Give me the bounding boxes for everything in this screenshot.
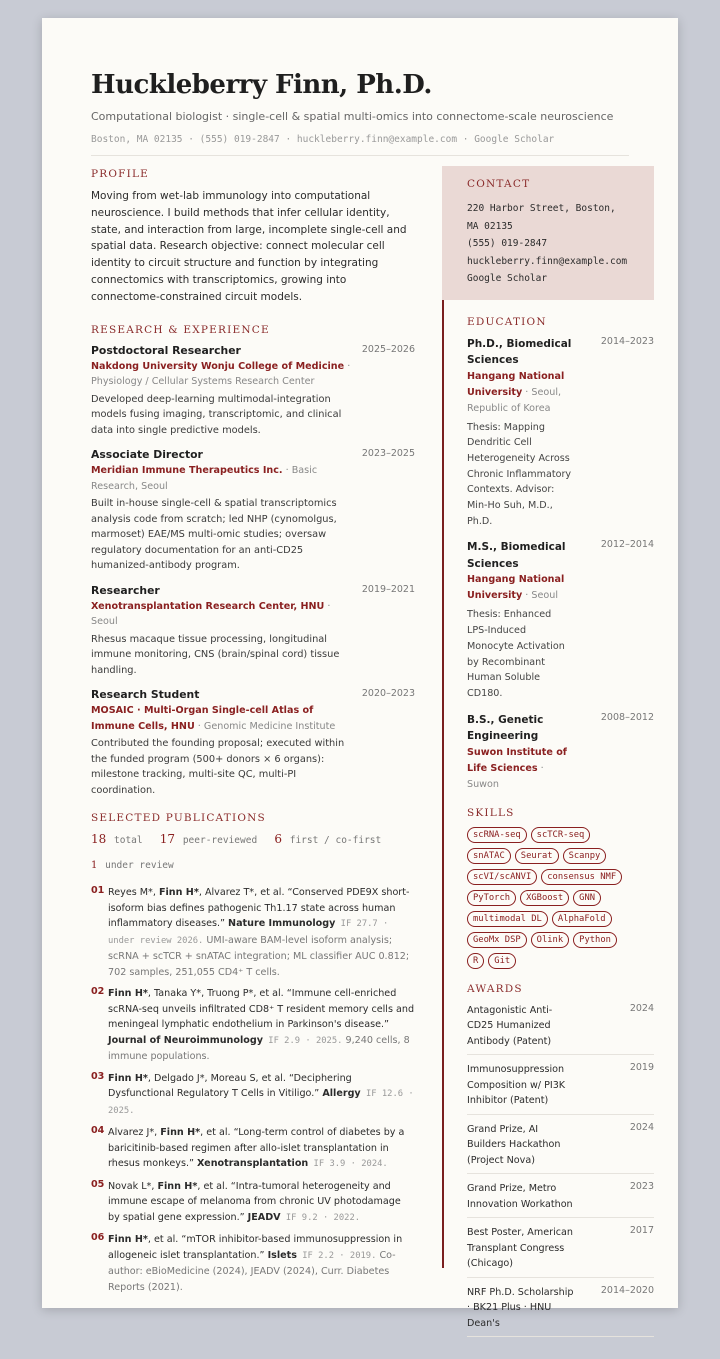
pub-journal: JEADV	[247, 1211, 281, 1223]
experience-heading: RESEARCH & EXPERIENCE	[91, 323, 270, 336]
edu-dates: 2008–2012	[600, 711, 654, 723]
pub-authors-pre: Alvarez J*,	[108, 1127, 161, 1139]
publication-citation	[108, 885, 415, 980]
skills-heading: SKILLS	[467, 806, 515, 819]
tagline: Computational biologist · single-cell & spatial multi-omics into connectome-scale neuroscience	[91, 110, 614, 123]
skill-chip: Python	[573, 932, 617, 948]
publication-citation	[108, 1125, 415, 1173]
stat-review: 1	[91, 860, 98, 872]
publication-number: 06	[91, 1232, 105, 1244]
award-item	[467, 1003, 654, 1056]
award-item	[467, 1278, 654, 1338]
job-entry	[91, 584, 415, 679]
publication-number: 04	[91, 1125, 105, 1137]
skill-chip: Seurat	[515, 848, 559, 864]
pub-self-author: Finn H*	[158, 887, 199, 899]
stat-total-label: total	[114, 835, 143, 847]
publication-citation	[108, 1071, 415, 1120]
award-item	[467, 1055, 654, 1115]
skill-chip: consensus NMF	[541, 869, 622, 885]
edu-thesis: Thesis: Mapping Dendritic Cell Heterogeneity Across Chronic Inflammatory Contexts. Advisor: Min-Ho Suh, M.D., Ph.D.	[467, 421, 572, 527]
award-name: Antagonistic Anti-CD25 Humanized Antibody (Patent)	[467, 1004, 553, 1047]
publication-item	[91, 986, 415, 1065]
job-description: Developed deep-learning multimodal-integration models fusing imaging, transcriptomic, and clinical data into single predictive models.	[91, 393, 342, 436]
edu-school: Hangang National University	[467, 370, 565, 398]
pub-title: , et al. “Long-term control of diabetes by a baricitinib-based regimen after allo-islet transplantation in rhesus monkeys.”	[108, 1127, 405, 1170]
contact-phone: (555) 019-2847	[467, 238, 548, 249]
publication-citation	[108, 1179, 415, 1227]
pub-title: , Delgado J*, Moreau S, et al. “Deciphering Dysfunctional Regulatory T Cells in Vitiligo.”	[108, 1072, 352, 1100]
skill-chip: scVI/scANVI	[467, 869, 537, 885]
job-entry	[91, 344, 415, 439]
awards-list	[467, 1003, 654, 1338]
award-name: Immunosuppression Composition w/ PI3K Inhibitor (Patent)	[467, 1064, 566, 1107]
skill-chip: scTCR-seq	[531, 827, 591, 843]
award-name: NRF Ph.D. Scholarship · BK21 Plus · HNU Dean's	[467, 1286, 574, 1329]
award-name: Grand Prize, AI Builders Hackathon (Project Nova)	[467, 1123, 561, 1166]
header-divider	[91, 155, 629, 156]
skill-chip: GNN	[573, 890, 601, 906]
pub-title: , Alvarez T*, et al. “Conserved PDE9X short-isoform bias defines pathogenic Th1.17 state across human inflammatory diseases.”	[108, 887, 410, 930]
edu-degree: M.S., Biomedical Sciences	[467, 541, 566, 570]
job-org-sub: · Basic Research, Seoul	[91, 465, 318, 492]
stat-first: 6	[274, 832, 282, 847]
pub-journal: Journal of Neuroimmunology	[108, 1034, 263, 1046]
stat-review-label: under review	[105, 860, 174, 872]
skills-list	[467, 827, 629, 969]
pub-meta: IF 2.9 · 2025.	[262, 1035, 343, 1046]
pub-authors-pre: Novak L*,	[108, 1180, 158, 1192]
pub-meta: IF 9.2 · 2022.	[280, 1212, 361, 1223]
job-org: Xenotransplantation Research Center, HNU	[91, 600, 325, 612]
stat-total: 18	[91, 832, 107, 847]
publication-item	[91, 885, 415, 980]
education-entry	[467, 336, 654, 530]
stat-first-label: first / co-first	[289, 835, 382, 847]
award-item	[467, 1174, 654, 1218]
award-year: 2014–2020	[600, 1284, 654, 1296]
edu-location: · Seoul, Republic of Korea	[467, 386, 562, 414]
publication-item	[91, 1232, 415, 1295]
job-org: MOSAIC · Multi-Organ Single-cell Atlas of Immune Cells, HNU	[91, 705, 314, 732]
publication-citation	[108, 1232, 415, 1295]
job-description: Built in-house single-cell & spatial transcriptomics analysis code from scratch; led NHP (cynomolgus, marmoset) EAE/MS multi-omic studies; oversaw regulatory documentation for an anti-CD25 humanized-antibody program.	[91, 498, 337, 572]
pub-meta: IF 12.6 · 2025.	[108, 1089, 414, 1116]
job-title: Researcher	[91, 583, 160, 597]
pub-self-author: Finn H*	[108, 1234, 148, 1246]
job-title: Research Student	[91, 688, 200, 702]
edu-degree: Ph.D., Biomedical Sciences	[467, 337, 572, 366]
skill-chip: AlphaFold	[552, 911, 612, 927]
skill-chip: XGBoost	[520, 890, 569, 906]
sidebar	[442, 166, 654, 1329]
skill-chip: GeoMx DSP	[467, 932, 527, 948]
job-dates: 2023–2025	[361, 448, 415, 460]
publication-item	[91, 1179, 415, 1227]
award-name: Grand Prize, Metro Innovation Workathon	[467, 1183, 573, 1210]
job-description: Contributed the founding proposal; executed within the funded program (500+ donors × 6 organs): milestone tracking, multi-site QC, multi-PI coordination.	[91, 738, 345, 796]
job-dates: 2025–2026	[361, 343, 415, 355]
skill-chip: Olink	[531, 932, 569, 948]
job-entry	[91, 448, 415, 574]
edu-dates: 2012–2014	[600, 539, 654, 551]
education-entry	[467, 539, 654, 701]
pub-journal: Allergy	[322, 1088, 361, 1100]
pub-meta: IF 3.9 · 2024.	[308, 1159, 388, 1170]
pub-meta: IF 2.2 · 2019.	[296, 1250, 377, 1261]
publication-number: 01	[91, 885, 105, 897]
publication-review-stat	[91, 860, 415, 871]
edu-location: · Seoul	[522, 590, 559, 602]
pub-self-author: Finn H*	[108, 988, 148, 1000]
skill-chip: snATAC	[467, 848, 511, 864]
publication-number: 02	[91, 986, 105, 998]
edu-thesis: Thesis: Enhanced LPS-Induced Monocyte Activation by Recombinant Human Soluble CD180.	[467, 609, 565, 699]
publication-stats	[91, 832, 415, 846]
pub-journal: Islets	[267, 1249, 297, 1261]
stat-peer-label: peer-reviewed	[182, 835, 258, 847]
job-dates: 2019–2021	[361, 583, 415, 595]
pub-self-author: Finn H*	[160, 1127, 201, 1139]
candidate-name: Huckleberry Finn, Ph.D.	[91, 70, 432, 100]
job-org-sub: · Physiology / Cellular Systems Research Center	[91, 360, 351, 388]
contact-address: 220 Harbor Street, Boston, MA 02135	[467, 203, 616, 232]
pub-title: , et al. “mTOR inhibitor-based immunosuppression in allogeneic islet transplantation.”	[108, 1234, 403, 1261]
contact-scholar-link[interactable]: Google Scholar	[467, 273, 548, 284]
skill-chip: R	[467, 953, 484, 969]
pub-note: Co-author: eBioMedicine (2024), JEADV (2024), Curr. Diabetes Reports (2021).	[108, 1249, 396, 1293]
pub-self-author: Finn H*	[157, 1180, 198, 1192]
edu-dates: 2014–2023	[600, 335, 654, 347]
pub-authors-pre: Reyes M*,	[108, 887, 159, 899]
contact-box	[442, 166, 654, 300]
pub-self-author: Finn H*	[108, 1072, 148, 1084]
publication-list	[91, 885, 415, 1295]
education-entry	[467, 712, 654, 793]
profile-heading: PROFILE	[91, 168, 150, 180]
resume-page	[42, 18, 678, 1329]
awards-heading: AWARDS	[467, 982, 523, 995]
skill-chip: scRNA-seq	[467, 827, 527, 843]
publication-number: 03	[91, 1070, 105, 1082]
award-year: 2019	[629, 1062, 654, 1074]
skill-chip: Git	[488, 953, 516, 969]
pub-journal: Nature Immunology	[228, 918, 336, 930]
job-org-sub: · Genomic Medicine Institute	[194, 720, 336, 732]
pub-title: , et al. “Intra-tumoral heterogeneity and immune escape of melanoma from chronic UV photodamage by spatial gene expression.”	[108, 1180, 401, 1223]
pub-journal: Xenotransplantation	[197, 1158, 309, 1170]
main-column	[91, 168, 415, 1301]
award-year: 2017	[629, 1225, 654, 1237]
contact-email[interactable]: huckleberry.finn@example.com	[467, 255, 628, 267]
contact-line: Boston, MA 02135 · (555) 019-2847 · huckleberry.finn@example.com · Google Scholar	[91, 134, 555, 145]
skill-chip: Scanpy	[563, 848, 607, 864]
award-year: 2023	[629, 1181, 654, 1193]
job-org: Meridian Immune Therapeutics Inc.	[91, 465, 283, 477]
skill-chip: multimodal DL	[467, 911, 548, 927]
education-heading: EDUCATION	[467, 315, 547, 328]
publication-item	[91, 1071, 415, 1120]
publication-number: 05	[91, 1178, 105, 1190]
award-item	[467, 1115, 654, 1175]
pub-title: , Tanaka Y*, Truong P*, et al. “Immune cell-enriched scRNA-seq unveils infiltrated CD8⁺ T resident memory cells and meningeal lymphatic endothelium in Parkinson's disease.”	[108, 988, 415, 1031]
experience-list	[91, 344, 415, 799]
profile-text: Moving from wet-lab immunology into computational neuroscience. I build methods that infer cellular identity, state, and interaction from large, incomplete single-cell and spatial data. Research objective: connect molecular cell identity to circuit structure and function by integrating connectomics with transcriptomics, growing into connectome-constrained circuit models.	[91, 190, 407, 303]
stat-peer: 17	[159, 832, 176, 847]
edu-school: Suwon Institute of Life Sciences	[467, 746, 567, 774]
job-title: Associate Director	[91, 448, 203, 462]
edu-school: Hangang National University	[467, 574, 565, 602]
pub-note: 9,240 cells, 8 immune populations.	[108, 1034, 410, 1063]
publication-citation	[108, 986, 415, 1065]
publication-item	[91, 1125, 415, 1173]
contact-heading: CONTACT	[467, 178, 531, 190]
job-description: Rhesus macaque tissue processing, longitudinal immune monitoring, CNS (brain/spinal cord) tissue handling.	[91, 633, 340, 676]
pub-meta: IF 27.7 · under review 2026.	[108, 919, 389, 946]
award-item	[467, 1218, 654, 1278]
job-org: Nakdong University Wonju College of Medicine	[91, 360, 345, 372]
edu-location: · Suwon	[467, 762, 544, 790]
job-title: Postdoctoral Researcher	[91, 343, 241, 357]
publications-heading: SELECTED PUBLICATIONS	[91, 812, 266, 825]
job-org-sub: · Seoul	[91, 600, 331, 628]
award-year: 2024	[629, 1002, 654, 1014]
job-dates: 2020–2023	[361, 688, 415, 700]
award-year: 2024	[629, 1121, 654, 1133]
skill-chip: PyTorch	[467, 890, 516, 906]
pub-note: UMI-aware BAM-level isoform analysis; scRNA + scTCR + snATAC integration; ML classifier AUC 0.812; 702 samples, 251,055 CD4⁺ T cells.	[108, 934, 410, 978]
edu-degree: B.S., Genetic Engineering	[467, 713, 544, 743]
job-entry	[91, 688, 415, 798]
award-name: Best Poster, American Transplant Congress (Chicago)	[467, 1227, 573, 1270]
